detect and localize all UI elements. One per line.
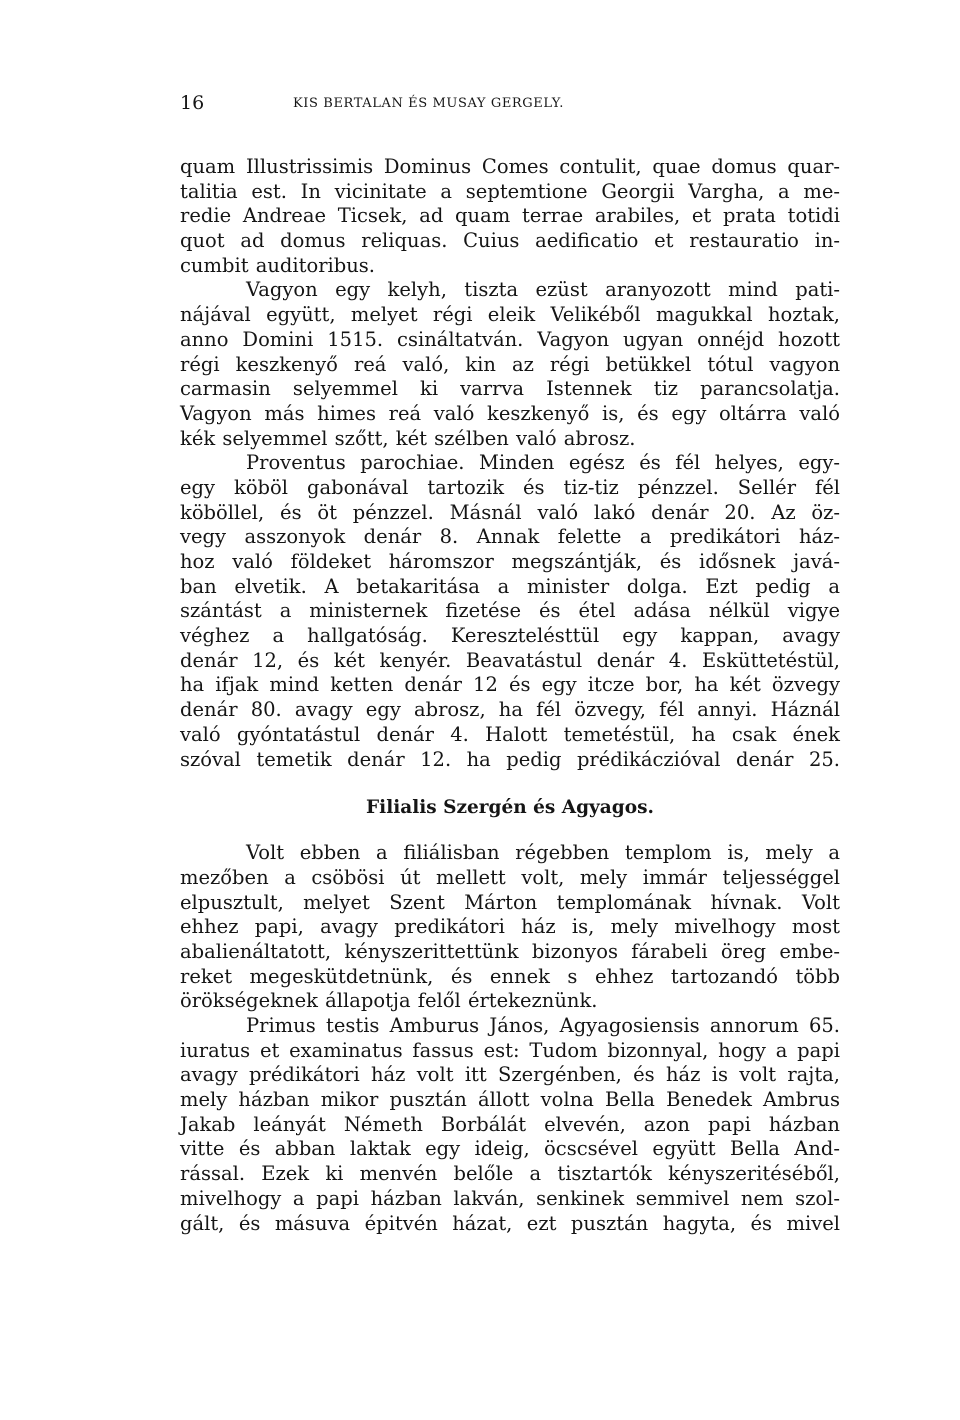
text-line: carmasin selyemmel ki varrva Istennek tiz parancsolatja.: [180, 377, 840, 401]
text-line: egy köböl gabonával tartozik és tiz-tiz pénzzel. Sellér fél: [180, 475, 840, 499]
text-line: cumbit auditoribus.: [180, 253, 376, 277]
text-line: véghez a hallgatóság. Keresztelésttül egy kappan, avagy: [180, 624, 840, 648]
page-header: [180, 92, 840, 118]
text-line: köböllel, és öt pénzzel. Másnál való lakó denár 20. Az öz-: [180, 500, 840, 524]
text-line: ehhez papi, avagy predikátori ház is, mely mivelhogy most: [180, 915, 840, 939]
text-line: Volt ebben a filiálisban régebben templom is, mely a: [246, 841, 840, 865]
spacer: [180, 772, 840, 780]
text-line: ha ifjak mind ketten denár 12 és egy itcze bor, ha két özvegy: [180, 673, 840, 697]
text-line: kék selyemmel szőtt, két szélben való abrosz.: [180, 426, 636, 450]
text-line: szóval temetik denár 12. ha pedig prédikáczióval denár 25.: [180, 747, 840, 771]
text-line: elpusztult, melyet Szent Márton templomának hívnak. Volt: [180, 890, 840, 914]
text-line: denár 80. avagy egy abrosz, ha fél özvegy, fél annyi. Háznál: [180, 698, 840, 722]
text-line: redie Andreae Ticsek, ad quam terrae arabiles, et prata totidi: [180, 204, 840, 228]
spacer: [180, 780, 840, 796]
text-line: örökségeknek állapotja felől értekeznünk.: [180, 989, 598, 1013]
text-line: iuratus et examinatus fassus est: Tudom bizonnyal, hogy a papi: [180, 1038, 840, 1062]
text-line: Vagyon más himes reá való keszkenyő is, és egy oltárra való: [180, 401, 840, 425]
text-line: abalienáltatott, kényszerittettünk bizonyos fárabeli öreg embe-: [180, 939, 840, 963]
text-line: talitia est. In vicinitate a septemtione Georgii Vargha, a me-: [180, 179, 840, 203]
text-line: mezőben a csöbösi út mellett volt, mely immár teljességgel: [180, 865, 840, 889]
text-line: Primus testis Amburus János, Agyagosiensis annorum 65.: [246, 1014, 840, 1037]
text-line: vegy asszonyok denár 8. Annak felette a predikátori ház-: [180, 525, 840, 549]
text-line: Jakab leányát Németh Borbálát elvevén, azon papi házban: [180, 1112, 840, 1136]
section-heading: Filialis Szergén és Agyagos.: [366, 797, 654, 819]
text-line: Proventus parochiae. Minden egész és fél helyes, egy-: [246, 451, 840, 475]
text-line: mivelhogy a papi házban lakván, senkinek semmivel nem szol-: [180, 1186, 840, 1210]
text-line: gált, és másuva épitvén házat, ezt pusztán hagyta, és mivel: [180, 1211, 840, 1235]
text-line: reket megeskütdetnünk, és ennek s ehhez tartozandó több: [180, 964, 840, 988]
text-line: avagy prédikátori ház volt itt Szergénben, és ház is volt rajta,: [180, 1063, 840, 1087]
body-text: [180, 155, 840, 1236]
text-line: Vagyon egy kelyh, tiszta ezüst aranyozott mind pati-: [246, 278, 840, 302]
text-line: hoz való földeket háromszor megszántják, és idősnek javá-: [180, 550, 840, 573]
text-line: vitte és abban laktak egy ideig, öcscsével együtt Bella And-: [180, 1137, 840, 1161]
text-line: szántást a ministernek fizetése és étel adása nélkül vigye: [180, 599, 840, 623]
text-line: quam Illustrissimis Dominus Comes contulit, quae domus quar-: [180, 155, 840, 178]
page-number: 16: [180, 92, 205, 114]
text-line: denár 12, és két kenyér. Beavatástul denár 4. Esküttetéstül,: [180, 648, 840, 672]
text-line: való gyóntatástul denár 4. Halott temetéstül, ha csak ének: [180, 722, 840, 746]
text-line: mely házban mikor pusztán állott volna Bella Benedek Ambrus: [180, 1088, 840, 1112]
text-line: anno Domini 1515. csináltatván. Vagyon ugyan onnéjd hozott: [180, 327, 840, 351]
text-line: régi keszkenyő reá való, kin az régi betükkel tótul vagyon: [180, 352, 840, 376]
text-line: rással. Ezek ki menvén belőle a tisztartók kényszeritéséből,: [180, 1162, 840, 1186]
text-line: quot ad domus reliquas. Cuius aedificatio et restauratio in-: [180, 229, 840, 253]
text-line: nájával együtt, melyet régi eleik Velikéből magukkal hoztak,: [180, 303, 840, 327]
running-head: KIS BERTALAN ÉS MUSAY GERGELY.: [293, 96, 565, 111]
text-line: ban elvetik. A betakaritása a minister dolga. Ezt pedig a: [180, 574, 840, 598]
